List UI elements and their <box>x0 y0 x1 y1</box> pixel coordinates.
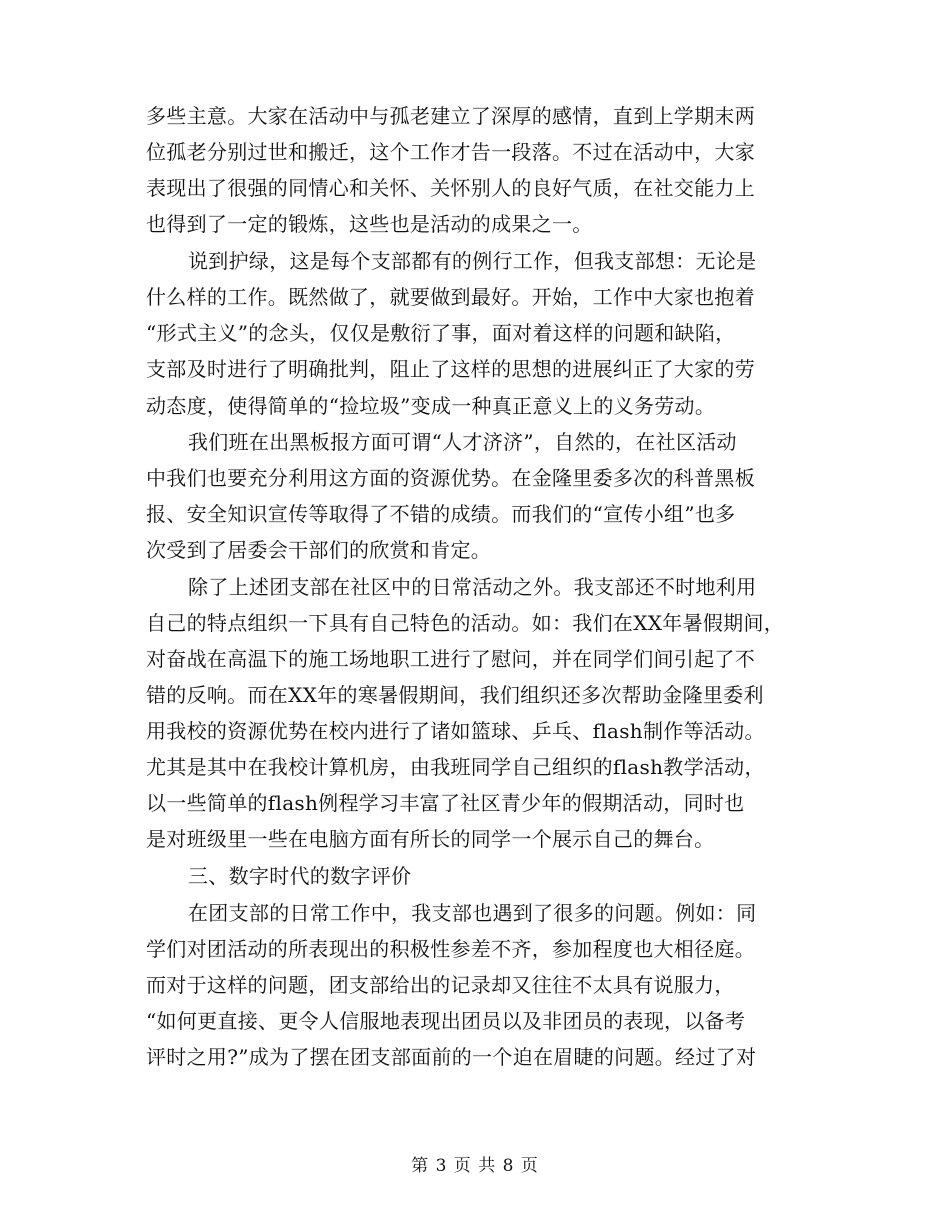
page-footer: 第 3 页 共 8 页 <box>411 1156 539 1176</box>
text-line: 是对班级里一些在电脑方面有所长的同学一个展示自己的舞台。 <box>146 827 715 851</box>
text-line: 动态度，使得简单的“捡垃圾”变成一种真正意义上的义务劳动。 <box>146 394 716 418</box>
text-line: 以一些简单的flash例程学习丰富了社区青少年的假期活动，同时也 <box>146 791 745 815</box>
text-line: 错的反响。而在XX年的寒暑假期间，我们组织还多次帮助金隆里委利 <box>146 683 764 707</box>
text-line: “形式主义”的念头，仅仅是敷衍了事，面对着这样的问题和缺陷， <box>146 321 736 345</box>
text-line: 表现出了很强的同情心和关怀、关怀别人的良好气质，在社交能力上 <box>146 176 755 200</box>
text-line: 报、安全知识宣传等取得了不错的成绩。而我们的“宣传小组”也多 <box>146 502 736 526</box>
text-line: 多些主意。大家在活动中与孤老建立了深厚的感情，直到上学期末两 <box>146 104 755 128</box>
text-line: 评时之用?”成为了摆在团支部面前的一个迫在眉睫的问题。经过了对 <box>146 1045 757 1069</box>
text-line: 而对于这样的问题，团支部给出的记录却又往往不太具有说服力， <box>146 973 735 997</box>
text-line: 三、数字时代的数字评价 <box>188 864 412 888</box>
text-line: 除了上述团支部在社区中的日常活动之外。我支部还不时地利用 <box>188 575 757 599</box>
text-line: “如何更直接、更令人信服地表现出团员以及非团员的表现，以备考 <box>146 1009 746 1033</box>
text-line: 中我们也要充分利用这方面的资源优势。在金隆里委多次的科普黑板 <box>146 466 755 490</box>
text-line: 什么样的工作。既然做了，就要做到最好。开始，工作中大家也抱着 <box>146 285 755 309</box>
text-line: 对奋战在高温下的施工场地职工进行了慰问，并在同学们间引起了不 <box>146 647 755 671</box>
text-line: 次受到了居委会干部们的欣赏和肯定。 <box>146 538 492 562</box>
text-line: 我们班在出黑板报方面可谓“人才济济”，自然的，在社区活动 <box>188 430 737 454</box>
text-line: 尤其是其中在我校计算机房，由我班同学自己组织的flash教学活动， <box>146 755 765 779</box>
text-line: 学们对团活动的所表现出的积极性参差不齐，参加程度也大相径庭。 <box>146 937 755 961</box>
text-line: 也得到了一定的锻炼，这些也是活动的成果之一。 <box>146 212 593 236</box>
text-line: 用我校的资源优势在校内进行了诸如篮球、乒乓、flash制作等活动。 <box>146 719 765 743</box>
text-line: 支部及时进行了明确批判，阻止了这样的思想的进展纠正了大家的劳 <box>146 357 755 381</box>
text-line: 说到护绿，这是每个支部都有的例行工作，但我支部想：无论是 <box>188 249 757 273</box>
text-line: 位孤老分别过世和搬迁，这个工作才告一段落。不过在活动中，大家 <box>146 140 755 164</box>
text-line: 自己的特点组织一下具有自己特色的活动。如：我们在XX年暑假期间， <box>146 611 785 635</box>
text-line: 在团支部的日常工作中，我支部也遇到了很多的问题。例如：同 <box>188 901 757 925</box>
